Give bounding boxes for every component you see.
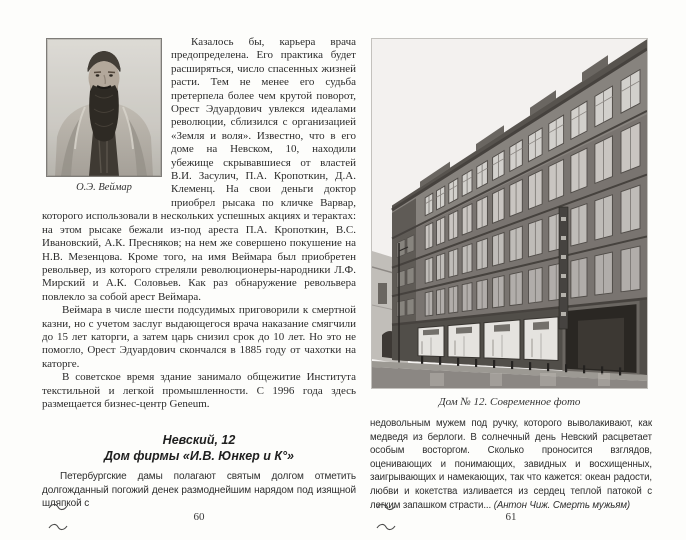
right-page-footer [370,503,652,524]
swung-dash-icon [48,523,68,531]
portrait-caption: О.Э. Веймар [76,182,132,193]
building-photo-illustration [372,39,647,388]
swung-dash-icon [48,503,68,511]
building-photo-caption: Дом № 12. Современное фото [438,396,581,408]
left-page-body [42,36,356,434]
right-page-number: 61 [505,511,517,524]
swung-dash-icon [376,523,396,531]
swung-dash-icon [376,503,396,511]
quote-text: недовольным мужем под ручку, которого выволакивают, как медведя из берлоги. В солнечный день Невский расцветает особым восторгом. Сколько проносится взглядов, оценивающих и понимающих, завидных и восхищенных, заигрывающих и намекающих, так что кажется: океан радости, любви и кокетства изливается из сердец теплой патокой с легким запашком страсти... [370,418,652,511]
body-paragraph-3: В советское время здание занимало общежитие Института текстильной и легкой промышленности. С 1996 года здесь размещается бизнес-центр Geneum. [42,371,356,410]
body-paragraph-2: Веймара в числе шести подсудимых приговорили к смертной казни, но с учетом заслуг выдающегося врача наказание смягчили до 15 лет каторги, а затем царь снизил срок до 10 лет. Но это не помогло, Орест Эдуардович скончался в 1885 году от чахотки на каторге. [42,304,356,370]
quote-paragraph-continuation [370,417,652,512]
section-heading-address: Невский, 12 [162,433,236,447]
quote-attribution: (Антон Чиж. Смерть мужьям) [493,499,631,511]
section-heading-firm: Дом фирмы «И.В. Юнкер и К°» [103,449,295,463]
quote-paragraph-start: Петербургские дамы полагают святым долгом отметить долгожданный погожий денек размоднейшим нарядом под изящной шляпкой с [42,471,356,509]
portrait-photo [46,38,162,177]
building-photo [371,38,648,389]
left-page-number: 60 [193,511,205,524]
left-page-footer [42,503,356,524]
portrait-figure [46,38,162,194]
section-heading [42,432,356,464]
body-paragraph-1: Казалось бы, карьера врача предопределена. Его практика будет расширяться, число спасенных жизней расти. Тем не менее его судьба претерпела более чем крутой поворот, Орест Эдуардович увлекся идеалами революции, сблизился с организацией «Земля и воля». Известно, что в его доме на Невском, 10, находили убежище скрывавшиеся от властей В.И. Засулич, П.А. Кропоткин, Д.А. Клеменц. На свои деньги доктор приобрел рысака по кличке Варвар, которого использовали в нескольких успешных акциях и терактах: на этом рысаке бежали из-под ареста П.А. Кропоткин, В.С. Ивановский, А.К. Пресняков; на нем же совершено покушение на Н.В. Мезенцова. Кроме того, на имя Веймара был приобретен револьвер, из которого стреляли революционеры-народники Л.Ф. Мирский и А.К. Соловьев. Как раз обнаружение револьвера повлекло за собой арест Веймара. [42,36,356,303]
